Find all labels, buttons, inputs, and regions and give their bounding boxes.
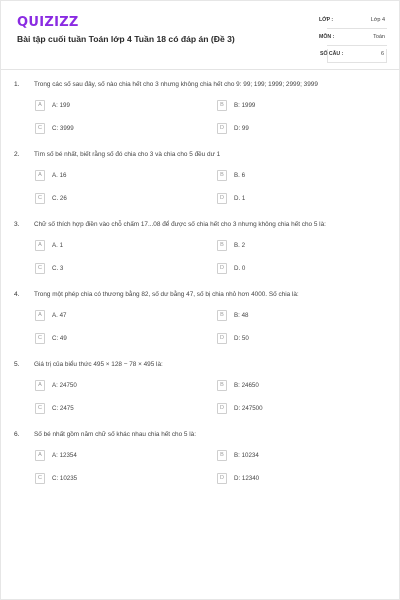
- option-letter-box: C: [35, 403, 45, 414]
- question-text: Chữ số thích hợp điền vào chỗ chấm 17...08 để được số chia hết cho 3 nhưng không chia hết cho 5 là:: [34, 221, 326, 228]
- option-text: D: 99: [234, 125, 249, 132]
- option-text: B: 24650: [234, 382, 259, 389]
- question-number: 5.: [14, 361, 20, 368]
- option-text: B. 2: [234, 242, 246, 249]
- option-letter-box: A: [35, 450, 45, 461]
- option-letter-box: B: [217, 240, 227, 251]
- option-letter-box: A: [35, 100, 45, 111]
- meta-value: Lớp 4: [370, 17, 385, 23]
- option-letter-box: A: [35, 240, 45, 251]
- meta-label: MÔN :: [319, 34, 335, 40]
- option-letter-box: D: [217, 403, 227, 414]
- question-number: 6.: [14, 431, 20, 438]
- option-letter-box: C: [35, 193, 45, 204]
- option-text: D. 1: [234, 195, 246, 202]
- question-text: Giá trị của biểu thức 495 × 128 − 78 × 495 là:: [34, 361, 163, 368]
- quizizz-logo: QUIZIZZ: [17, 15, 79, 30]
- option-text: A: 199: [52, 102, 70, 109]
- option-letter-box: A: [35, 380, 45, 391]
- option-letter-box: D: [217, 473, 227, 484]
- option-letter-box: A: [35, 170, 45, 181]
- option-text: B: 10234: [234, 452, 259, 459]
- option-letter-box: B: [217, 170, 227, 181]
- option-text: B: 1999: [234, 102, 256, 109]
- meta-value: 6: [380, 51, 384, 57]
- option-letter-box: B: [217, 100, 227, 111]
- option-text: C: 3999: [52, 125, 74, 132]
- option-letter-box: A: [35, 310, 45, 321]
- option-letter-box: B: [217, 310, 227, 321]
- meta-value: Toán: [373, 34, 385, 40]
- option-text: A. 16: [52, 172, 67, 179]
- meta-label: LỚP :: [319, 17, 334, 23]
- option-letter-box: D: [217, 333, 227, 344]
- page-title: Bài tập cuối tuần Toán lớp 4 Tuần 18 có đáp án (Đề 3): [17, 34, 235, 44]
- option-letter-box: C: [35, 123, 45, 134]
- option-text: D: 50: [234, 335, 249, 342]
- option-letter-box: C: [35, 333, 45, 344]
- meta-label: SỐ CÂU :: [320, 51, 344, 57]
- option-letter-box: B: [217, 380, 227, 391]
- question-number: 2.: [14, 151, 20, 158]
- meta-table: [319, 15, 387, 66]
- question-text: Trong một phép chia có thương bằng 82, số dư bằng 47, số bị chia nhỏ hơn 4000. Số chia là:: [34, 291, 299, 298]
- option-text: B: 48: [234, 312, 249, 319]
- meta-row-class: [319, 15, 387, 29]
- meta-row-subject: [319, 32, 387, 46]
- option-letter-box: B: [217, 450, 227, 461]
- option-letter-box: D: [217, 123, 227, 134]
- question-number: 4.: [14, 291, 20, 298]
- question-text: Tìm số bé nhất, biết rằng số đó chia cho 3 và chia cho 5 đều dư 1: [34, 151, 221, 158]
- option-letter-box: C: [35, 263, 45, 274]
- meta-row-question-count: [320, 49, 387, 63]
- option-letter-box: C: [35, 473, 45, 484]
- option-text: A: 24750: [52, 382, 77, 389]
- option-text: C. 26: [52, 195, 67, 202]
- option-text: C: 49: [52, 335, 67, 342]
- option-text: D: 12340: [234, 475, 260, 482]
- option-text: A. 47: [52, 312, 67, 319]
- option-text: D: 247500: [234, 405, 263, 412]
- header-divider: [1, 69, 400, 70]
- question-text: Số bé nhất gồm năm chữ số khác nhau chia hết cho 5 là:: [34, 431, 197, 438]
- question-number: 1.: [14, 81, 20, 88]
- question-text: Trong các số sau đây, số nào chia hết cho 3 nhưng không chia hết cho 9: 99; 199; 1999; 2999; 3999: [34, 81, 318, 88]
- option-text: C. 3: [52, 265, 64, 272]
- option-letter-box: D: [217, 263, 227, 274]
- option-letter-box: D: [217, 193, 227, 204]
- option-text: A: 12354: [52, 452, 77, 459]
- option-text: C: 2475: [52, 405, 74, 412]
- option-text: D. 0: [234, 265, 246, 272]
- worksheet-header: [17, 15, 387, 63]
- question-number: 3.: [14, 221, 20, 228]
- option-text: B. 6: [234, 172, 246, 179]
- option-text: C: 10235: [52, 475, 78, 482]
- option-text: A. 1: [52, 242, 64, 249]
